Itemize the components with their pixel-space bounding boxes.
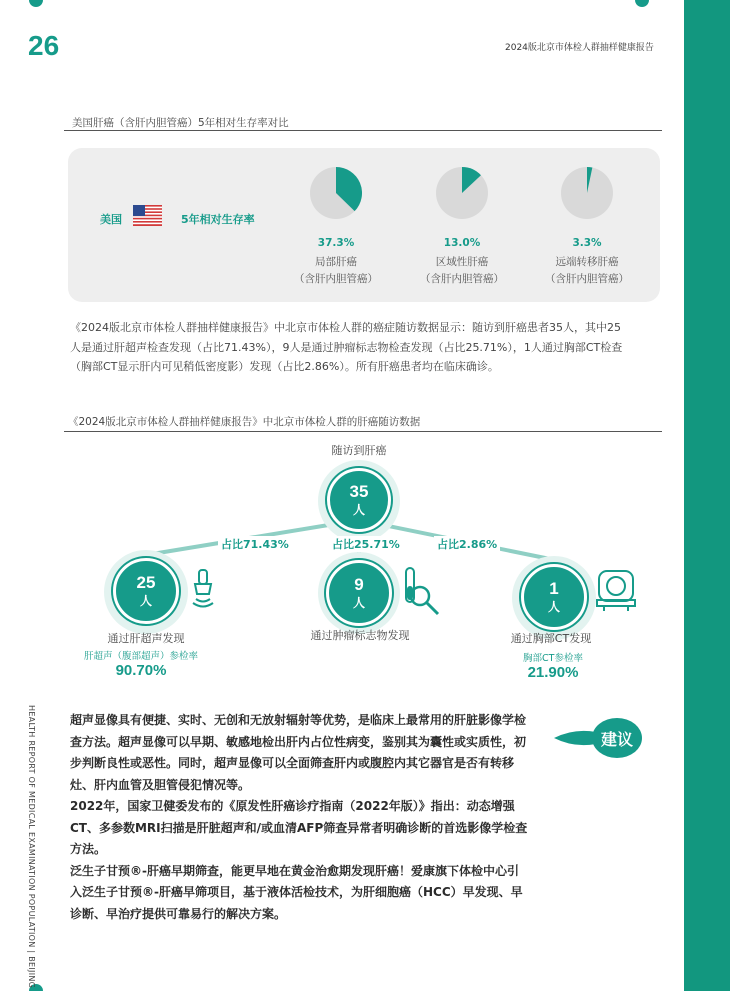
pct-distant: 3.3%: [572, 237, 602, 249]
ultrasound-probe-icon: [190, 568, 218, 608]
advice-text: [70, 710, 530, 925]
pct-local: 37.3%: [317, 237, 355, 249]
advice-pointer-icon: [552, 728, 596, 748]
ultrasound-unit: 人: [139, 594, 152, 608]
ratio-ultrasound: 占比71.43%: [218, 536, 292, 552]
ct-rate-value: 21.90%: [527, 664, 579, 681]
decorative-dot: [635, 0, 649, 7]
pie-regional: [436, 167, 488, 219]
test-tube-magnifier-icon: [398, 566, 444, 618]
side-color-strip: [684, 0, 730, 991]
root-label: 随访到肝癌: [331, 444, 387, 457]
ct-scanner-icon: [596, 568, 636, 612]
root-count-circle: [327, 468, 391, 532]
label-local: [266, 254, 406, 288]
section-divider: [64, 130, 662, 131]
label-distant-line1: 远端转移肝癌: [555, 256, 619, 268]
tumor-marker-unit: 人: [352, 596, 365, 610]
label-regional-line1: 区域性肝癌: [435, 256, 489, 268]
ultrasound-count-circle: [113, 558, 179, 624]
section-divider: [64, 431, 662, 432]
label-regional: [392, 254, 532, 288]
tumor-marker-label: 通过肿瘤标志物发现: [310, 629, 410, 642]
report-title: 2024版北京市体检人群抽样健康报告: [505, 43, 654, 53]
ct-label: 通过胸部CT发现: [510, 632, 592, 645]
vertical-report-label: HEALTH REPORT OF MEDICAL EXAMINATION POPULATION | BEIJING: [27, 705, 36, 989]
ultrasound-count: 25: [136, 573, 156, 592]
ultrasound-label: 通过肝超声发现: [107, 632, 185, 645]
ultrasound-rate-label: 肝超声（腹部超声）参检率: [83, 651, 198, 662]
pie-local: [310, 167, 362, 219]
root-count: 35: [349, 482, 369, 501]
followup-section-title: 《2024版北京市体检人群抽样健康报告》中北京市体检人群的肝癌随访数据: [68, 416, 421, 428]
ct-count-circle: [521, 564, 587, 630]
followup-paragraph: 《2024版北京市体检人群抽样健康报告》中北京市体检人群的癌症随访数据显示：随访到肝癌患者35人，其中25人是通过肝超声检查发现（占比71.43%），9人是通过肿瘤标志物检查发现（占比25.71%），1人通过胸部CT检查（胸部CT显示肝内可见稍低密度影）发现（占比2.86%）。所有肝癌患者均在临床确诊。: [70, 321, 623, 373]
ct-count: 1: [549, 579, 559, 598]
label-distant-line2: （含肝内胆管癌）: [545, 273, 629, 285]
advice-paragraph-3: 泛生子甘预®-肝癌早期筛查，能更早地在黄金治愈期发现肝癌！爱康旗下体检中心引入泛生子甘预®-肝癌早筛项目，基于液体活检技术，为肝细胞癌（HCC）早发现、早诊断、早治疗提供可靠易行的解决方案。: [70, 863, 523, 921]
advice-paragraph-1: 超声显像具有便捷、实时、无创和无放射辐射等优势，是临床上最常用的肝脏影像学检查方法。超声显像可以早期、敏感地检出肝内占位性病变，鉴别其为囊性或实质性，初步判断良性或恶性。同时，超声显像可以全面筛查肝内或腹腔内其它器官是否有转移灶、肝内血管及胆管侵犯情况等。: [70, 713, 527, 792]
ratio-tumor-marker: 占比25.71%: [329, 536, 403, 552]
label-regional-line2: （含肝内胆管癌）: [420, 273, 504, 285]
survival-section-title: 美国肝癌（含肝内胆管癌）5年相对生存率对比: [72, 117, 289, 129]
ratio-ct: 占比2.86%: [434, 536, 500, 552]
ct-rate-label: 胸部CT参检率: [523, 653, 583, 664]
decorative-dot: [29, 0, 43, 7]
pie-distant: [561, 167, 613, 219]
root-unit: 人: [352, 503, 365, 517]
advice-badge: 建议: [592, 718, 642, 758]
label-distant: [517, 254, 657, 288]
pct-regional: 13.0%: [443, 237, 481, 249]
ultrasound-rate-value: 90.70%: [115, 662, 167, 679]
survival-metric-label: 5年相对生存率: [181, 213, 255, 226]
us-flag-icon: [133, 205, 162, 226]
advice-paragraph-2: 2022年，国家卫健委发布的《原发性肝癌诊疗指南（2022年版）》指出：动态增强CT、多参数MRI扫描是肝脏超声和/或血清AFP筛查异常者明确诊断的首选影像学检查方法。: [70, 799, 528, 856]
tumor-marker-count: 9: [354, 575, 364, 594]
ct-unit: 人: [547, 600, 560, 614]
tumor-marker-count-circle: [326, 560, 392, 626]
label-local-line2: （含肝内胆管癌）: [294, 273, 378, 285]
country-label: 美国: [100, 213, 122, 226]
label-local-line1: 局部肝癌: [315, 256, 357, 268]
page-number: 26: [28, 30, 60, 61]
